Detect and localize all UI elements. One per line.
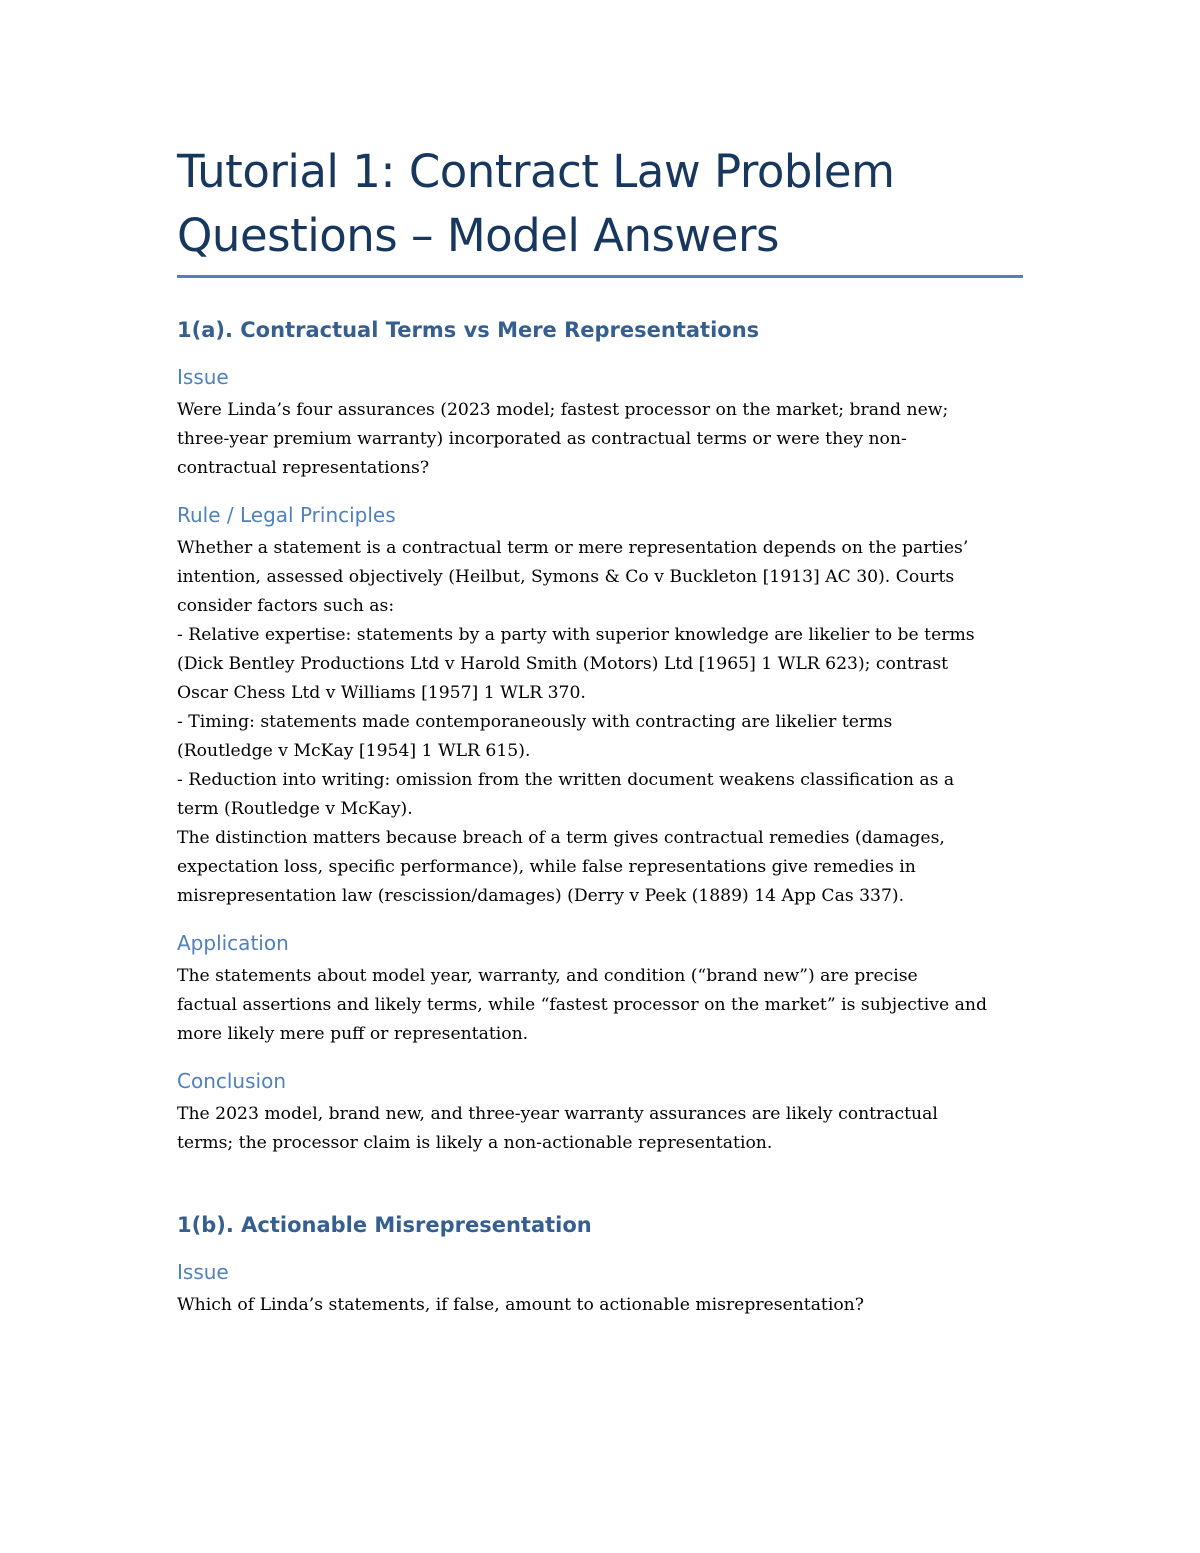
document-page <box>177 140 1023 1320</box>
issue-line: contractual representations? <box>177 458 430 478</box>
rule-line: (Routledge v McKay [1954] 1 WLR 615). <box>177 741 531 761</box>
document-title <box>177 140 1023 268</box>
section-1a-rule-heading: Rule / Legal Principles <box>177 503 396 527</box>
rule-line: - Reduction into writing: omission from the written document weakens classification as a <box>177 770 955 790</box>
rule-line: Whether a statement is a contractual term or mere representation depends on the parties’ <box>177 538 969 558</box>
rule-line: misrepresentation law (rescission/damages) (Derry v Peek (1889) 14 App Cas 337). <box>177 886 905 906</box>
rule-line: consider factors such as: <box>177 596 395 616</box>
issue-line: Which of Linda’s statements, if false, amount to actionable misrepresentation? <box>177 1295 864 1315</box>
section-1a-conclusion-text <box>177 1100 1023 1158</box>
rule-line: intention, assessed objectively (Heilbut, Symons & Co v Buckleton [1913] AC 30). Courts <box>177 567 955 587</box>
title-line-2: Questions – Model Answers <box>177 209 779 262</box>
section-1b-issue-text <box>177 1291 1023 1320</box>
section-1a-conclusion-heading: Conclusion <box>177 1069 286 1093</box>
rule-line: Oscar Chess Ltd v Williams [1957] 1 WLR 370. <box>177 683 586 703</box>
section-1a-application-heading: Application <box>177 931 289 955</box>
application-line: more likely mere puff or representation. <box>177 1024 529 1044</box>
section-1a-application-text <box>177 962 1023 1049</box>
conclusion-line: terms; the processor claim is likely a non-actionable representation. <box>177 1133 773 1153</box>
issue-line: Were Linda’s four assurances (2023 model; fastest processor on the market; brand new; <box>177 400 949 420</box>
section-1a-heading: 1(a). Contractual Terms vs Mere Representations <box>177 318 760 342</box>
conclusion-line: The 2023 model, brand new, and three-year warranty assurances are likely contractual <box>177 1104 938 1124</box>
section-1b-heading: 1(b). Actionable Misrepresentation <box>177 1213 592 1237</box>
title-underline-rule <box>177 275 1023 278</box>
rule-line: term (Routledge v McKay). <box>177 799 413 819</box>
section-1b-issue-heading: Issue <box>177 1260 229 1284</box>
section-1a-rule-text <box>177 534 1023 911</box>
rule-line: - Relative expertise: statements by a party with superior knowledge are likelier to be terms <box>177 625 975 645</box>
title-line-1: Tutorial 1: Contract Law Problem <box>177 145 895 198</box>
rule-line: expectation loss, specific performance), while false representations give remedies in <box>177 857 916 877</box>
rule-line: - Timing: statements made contemporaneously with contracting are likelier terms <box>177 712 893 732</box>
application-line: The statements about model year, warranty, and condition (“brand new”) are precise <box>177 966 918 986</box>
section-1a-issue-heading: Issue <box>177 365 229 389</box>
issue-line: three-year premium warranty) incorporated as contractual terms or were they non- <box>177 429 907 449</box>
rule-line: (Dick Bentley Productions Ltd v Harold Smith (Motors) Ltd [1965] 1 WLR 623); contrast <box>177 654 949 674</box>
section-1a-issue-text <box>177 396 1023 483</box>
rule-line: The distinction matters because breach of a term gives contractual remedies (damages, <box>177 828 945 848</box>
application-line: factual assertions and likely terms, while “fastest processor on the market” is subjective and <box>177 995 987 1015</box>
